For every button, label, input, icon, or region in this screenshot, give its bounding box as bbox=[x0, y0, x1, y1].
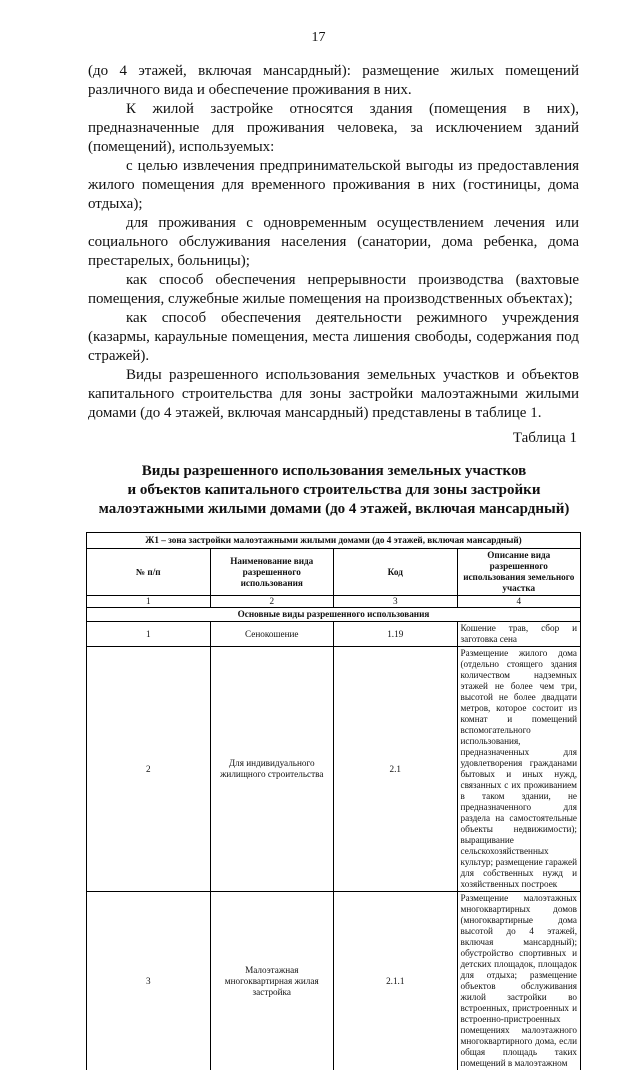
table-row bbox=[87, 647, 581, 892]
row-code: 2.1.1 bbox=[334, 892, 458, 1070]
row-num: 2 bbox=[87, 647, 211, 892]
paragraph: Виды разрешенного использования земельных участков и объектов капитального строительства для зоны застройки малоэтажными жилыми домами (до 4 этажей, включая мансардный) представлены в таблице 1. bbox=[88, 366, 579, 423]
row-name: Малоэтажная многоквартирная жилая застройка bbox=[210, 892, 334, 1070]
row-desc: Размещение малоэтажных многоквартирных домов (многоквартирные дома высотой до 4 этажей, включая мансардный); обустройство спортивных и детских площадок, площадок для отдыха; размещение объектов обслуживания жилой застройки во встроенных, пристроенных и встроенно-пристроенных помещениях малоэтажного многоквартирного дома, если общая площадь таких помещений в малоэтажном bbox=[457, 892, 581, 1070]
column-header-row bbox=[87, 549, 581, 596]
column-index: 1 bbox=[87, 596, 211, 608]
table-title-line: малоэтажными жилыми домами (до 4 этажей, включая мансардный) bbox=[84, 500, 584, 519]
table-label: Таблица 1 bbox=[513, 430, 577, 447]
paragraph: для проживания с одновременным осуществлением лечения или социального обслуживания населения (санатории, дома ребенка, дома престарелых, больницы); bbox=[88, 214, 579, 271]
zone-header-row bbox=[87, 533, 581, 549]
row-name: Для индивидуального жилищного строительства bbox=[210, 647, 334, 892]
paragraph: как способ обеспечения непрерывности производства (вахтовые помещения, служебные жилые помещения на производственных объектах); bbox=[88, 271, 579, 309]
zone-header: Ж1 – зона застройки малоэтажными жилыми домами (до 4 этажей, включая мансардный) bbox=[87, 533, 581, 549]
table-title bbox=[84, 462, 584, 519]
column-index: 3 bbox=[334, 596, 458, 608]
row-desc: Кошение трав, сбор и заготовка сена bbox=[457, 622, 581, 647]
paragraph: с целью извлечения предпринимательской выгоды из предоставления жилого помещения для временного проживания в них (гостиницы, дома отдыха); bbox=[88, 157, 579, 214]
paragraph: (до 4 этажей, включая мансардный): размещение жилых помещений различного вида и обеспечение проживания в них. bbox=[88, 62, 579, 100]
row-desc: Размещение жилого дома (отдельно стоящего здания количеством надземных этажей не более чем три, высотой не более двадцати метров, которое состоит из комнат и помещений вспомогательного использования, предназначенных для удовлетворения гражданами бытовых и иных нужд, связанных с их проживанием в таком здании, не предназначенного для раздела на самостоятельные объекты недвижимости); выращивание сельскохозяйственных культур; размещение гаражей для собственных нужд и хозяйственных построек bbox=[457, 647, 581, 892]
column-header-code: Код bbox=[334, 549, 458, 596]
column-index: 2 bbox=[210, 596, 334, 608]
land-use-table bbox=[86, 532, 581, 1070]
row-code: 1.19 bbox=[334, 622, 458, 647]
column-header-name: Наименование вида разрешенного использования bbox=[210, 549, 334, 596]
paragraph: как способ обеспечения деятельности режимного учреждения (казармы, караульные помещения, места лишения свободы, содержания под стражей). bbox=[88, 309, 579, 366]
table-row bbox=[87, 892, 581, 1070]
row-num: 3 bbox=[87, 892, 211, 1070]
section-title: Основные виды разрешенного использования bbox=[87, 608, 581, 622]
page-number: 17 bbox=[0, 30, 637, 46]
table-title-line: и объектов капитального строительства для зоны застройки bbox=[84, 481, 584, 500]
column-header-desc: Описание вида разрешенного использования земельного участка bbox=[457, 549, 581, 596]
row-num: 1 bbox=[87, 622, 211, 647]
column-header-num: № п/п bbox=[87, 549, 211, 596]
column-index: 4 bbox=[457, 596, 581, 608]
column-index-row bbox=[87, 596, 581, 608]
paragraph: К жилой застройке относятся здания (помещения в них), предназначенные для проживания человека, за исключением зданий (помещений), используемых: bbox=[88, 100, 579, 157]
table-title-line: Виды разрешенного использования земельных участков bbox=[84, 462, 584, 481]
body-text bbox=[88, 62, 579, 423]
table-row bbox=[87, 622, 581, 647]
row-name: Сенокошение bbox=[210, 622, 334, 647]
row-code: 2.1 bbox=[334, 647, 458, 892]
section-row bbox=[87, 608, 581, 622]
